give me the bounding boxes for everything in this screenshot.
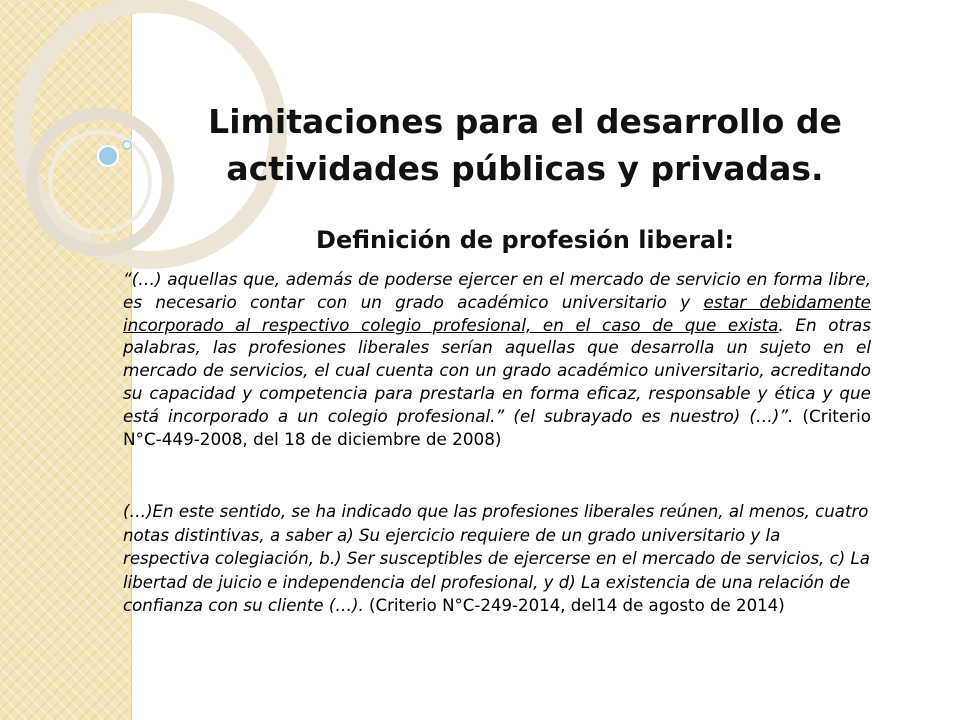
distinctive-notes-paragraph [123, 500, 871, 618]
slide-subtitle: Definición de profesión liberal: [316, 226, 734, 254]
quote-end: . En otras palabras, las profesiones liberales serían aquellas que desarrolla un sujeto en el mercado de servicios, el cual cuenta con un grado académico universitario, acreditando su capacidad y competencia para prestarla en forma eficaz, responsable y ética y que está incorporado a un colegio profesional.” (el subrayado es nuestro) (…)”. [123, 314, 871, 426]
quote-underlined: estar debidamente incorporado al respectivo colegio profesional, en el caso de que exista [123, 291, 871, 335]
quote-2: (…)En este sentido, se ha indicado que las profesiones liberales reúnen, al menos, cuatro notas distintivas, a saber a) Su ejercicio requiere de un grado universitario y la respectiva colegiación, b.) Ser susceptibles de ejercerse en el mercado de servicios, c) La libertad de juicio e independencia del profesional, y d) La existencia de una relación de confianza con su cliente (…). [123, 502, 870, 615]
citation-1: (Criterio N°C-449-2008, del 18 de diciembre de 2008) [123, 405, 871, 449]
citation-2: (Criterio N°C-249-2014, del14 de agosto de 2014) [363, 596, 785, 615]
definition-paragraph [123, 268, 871, 450]
decorative-side-band [0, 0, 131, 720]
quote-start: “(…) aquellas que, además de poderse ejercer en el mercado de servicio en forma libre, es necesario contar con un grado académico universitario y [123, 269, 871, 312]
slide-title: Limitaciones para el desarrollo de actividades públicas y privadas. [208, 102, 842, 188]
